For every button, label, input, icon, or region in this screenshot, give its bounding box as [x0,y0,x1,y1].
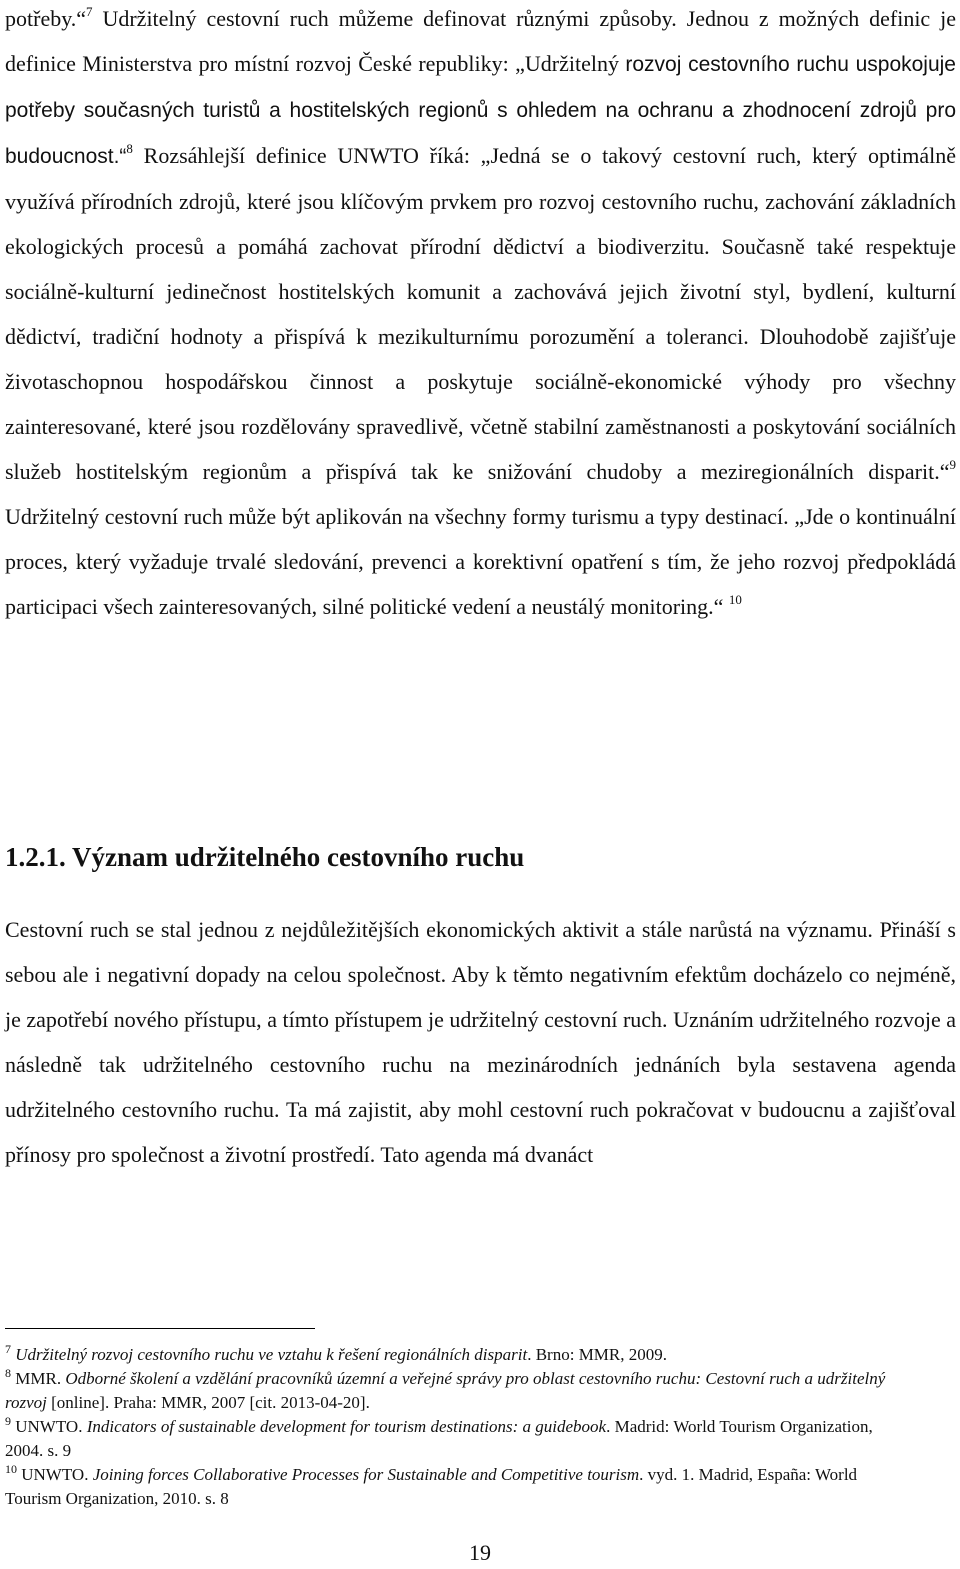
text-run: Udržitelný cestovní ruch může být aplikován na všechny formy turismu a typy destinací. „Jde o kontinuální proces, který vyžaduje trvalé sledování, prevenci a korektivní opatření s tím, že jeho rozvoj předpokládá participaci všech zainteresovaných, silné politické vedení a neustálý monitoring.“ [5,504,956,619]
text-run: UNWTO. [17,1465,93,1484]
italic-text: Odborné školení a vzdělání pracovníků územní a veřejné správy pro oblast cestovního ruchu: Cestovní ruch a udržitelný rozvoj [5,1369,886,1412]
footnote-marker: 8 [126,141,133,156]
footnote-marker: 9 [5,1414,11,1428]
italic-text: Indicators of sustainable development for tourism destinations: a guidebook [86,1417,607,1436]
italic-text: Udržitelný rozvoj cestovního ruchu ve vztahu k řešení regionálních disparit [15,1345,528,1364]
page-number: 19 [469,1540,491,1565]
text-run: UNWTO. [11,1417,87,1436]
quoted-definition: rozvoj cestovního ruchu uspokojuje potřeby současných turistů a hostitelských regionů s ohledem na ochranu a zhodnocení zdrojů pro budoucnost.“ [5,53,956,168]
text-run: Rozsáhlejší definice UNWTO říká: „Jedná se o takový cestovní ruch, který optimálně využívá přírodních zdrojů, které jsou klíčovým prvkem pro rozvoj cestovního ruchu, zachování základních ekologických procesů a pomáhá zachovat přírodní dědictví a biodiverzitu. Současně také respektuje sociálně-kulturní jedinečnost hostitelských komunit a zachovává jejich životní styl, bydlení, kulturní dědictví, tradiční hodnoty a přispívá k mezikulturnímu porozumění a toleranci. Dlouhodobě zajišťuje životaschopnou hospodářskou činnost a poskytuje sociálně-ekonomické výhody pro všechny zainteresované, které jsou rozdělovány spravedlivě, včetně stabilní zaměstnanosti a poskytování sociálních služeb hostitelským regionům a přispívá tak ke snižování chudoby a meziregionálních disparit.“ [5,143,956,484]
text-run: [online]. Praha: MMR, 2007 [cit. 2013-04-20]. [46,1393,370,1412]
text-run: potřeby.“ [5,6,87,31]
text-run: . Madrid: World Tourism Organization, 2004. s. 9 [5,1417,873,1460]
footnote-9 [5,1415,910,1463]
body-paragraph-1 [5,0,956,629]
text-run: . Brno: MMR, 2009. [527,1345,668,1364]
footnote-10 [5,1463,910,1511]
footnote-separator [5,1328,315,1329]
footnote-marker: 9 [949,457,956,472]
body-paragraph-2: Cestovní ruch se stal jednou z nejdůležitějších ekonomických aktivit a stále narůstá na významu. Přináší s sebou ale i negativní dopady na celou společnost. Aby k těmto negativním efektům docházelo co nejméně, je zapotřebí nového přístupu, a tímto přístupem je udržitelný cestovní ruch. Uznáním udržitelného rozvoje a následně tak udržitelného cestovního ruchu na mezinárodních jednáních byla sestavena agenda udržitelného cestovního ruchu. Ta má zajistit, aby mohl cestovní ruch pokračovat v budoucnu a zajišťoval přínosy pro společnost a životní prostředí. Tato agenda má dvanáct [5,917,956,1167]
footnote-marker: 7 [5,1342,11,1356]
footnote-marker: 10 [728,592,742,607]
footnote-7 [5,1343,910,1367]
section-heading: 1.2.1. Význam udržitelného cestovního ruchu [5,842,525,872]
footnote-8 [5,1367,910,1415]
footnotes [5,1343,910,1511]
footnote-marker: 7 [86,4,93,19]
footnote-marker: 8 [5,1366,11,1380]
footnote-marker: 10 [5,1462,17,1476]
text-run: . vyd. 1. Madrid, España: World Tourism Organization, 2010. s. 8 [5,1465,858,1508]
text-run: Udržitelný cestovní ruch můžeme definovat různými způsoby. Jednou z možných definic je definice Ministerstva pro místní rozvoj České republiky: „Udržitelný [5,6,956,76]
text-run: MMR. [11,1369,66,1388]
italic-text: Joining forces Collaborative Processes for Sustainable and Competitive tourism [92,1465,640,1484]
